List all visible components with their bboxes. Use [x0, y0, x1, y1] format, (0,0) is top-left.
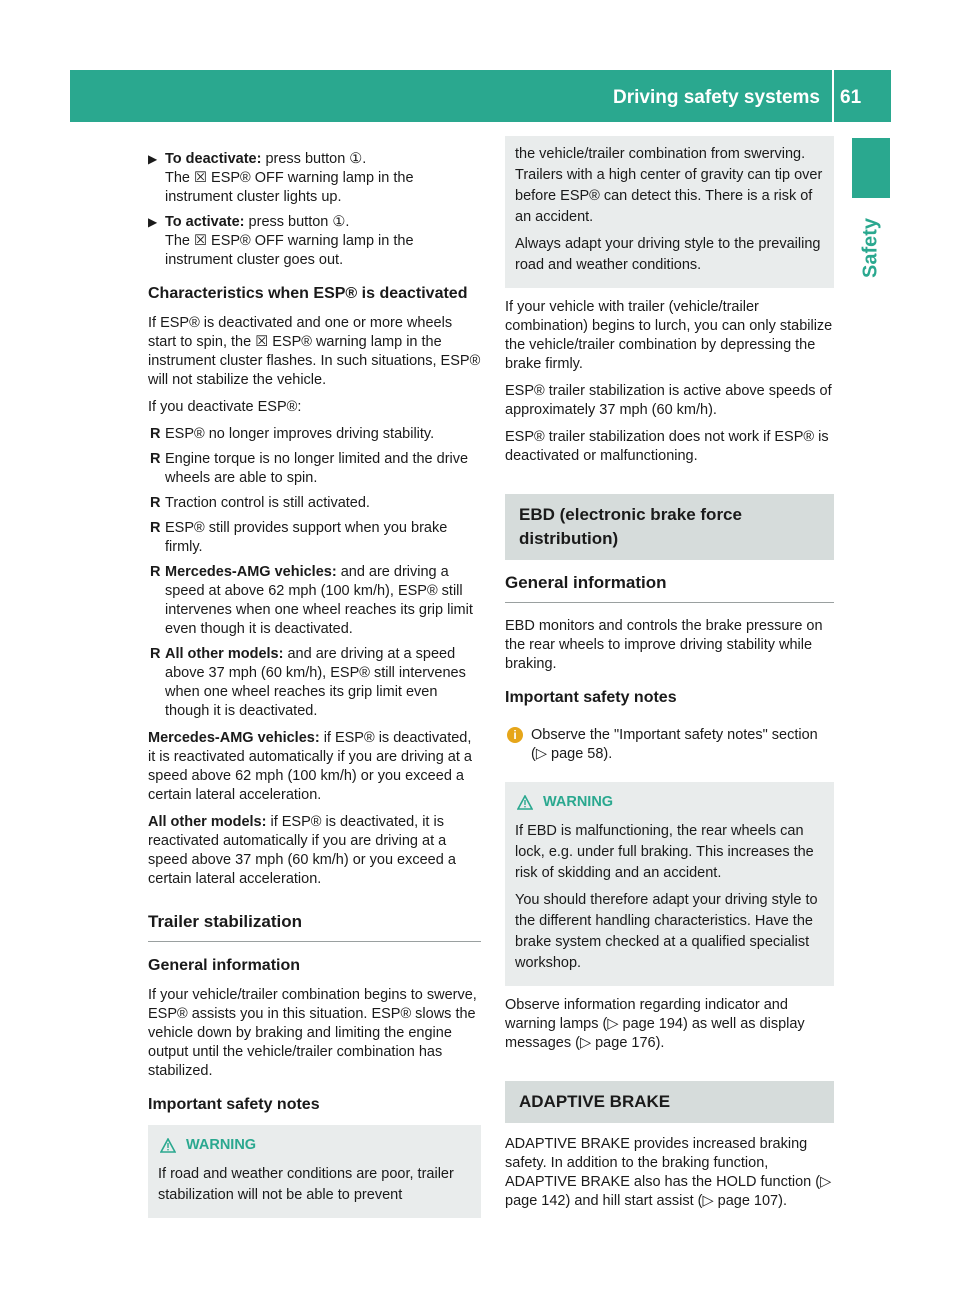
side-tab [852, 138, 890, 198]
info-icon: i [507, 727, 523, 743]
other-models-paragraph: All other models: if ESP® is deactivated, it is reactivated automatically if you are driving at a speed above 37 mph (60 km/h) or you exceed a certain lateral acceleration. [148, 814, 456, 887]
list-item: R Engine torque is no longer limited and the drive wheels are able to spin. [150, 451, 469, 486]
characteristics-heading: Characteristics when ESP® is deactivated [148, 285, 468, 302]
right-column [505, 146, 834, 1219]
ebd-general-paragraph: EBD monitors and controls the brake pressure on the rear wheels to improve driving stability while braking. [505, 618, 823, 672]
arrow-right-icon: ▶ [148, 215, 158, 229]
bullet-icon: R [150, 426, 161, 442]
left-column [148, 150, 481, 1228]
consequence-list [148, 425, 481, 721]
step-activate: ▶ To activate: press button ①. The ☒ ESP® OFF warning lamp in the instrument cluster goes out. [148, 214, 414, 268]
lurch-paragraph: If your vehicle with trailer (vehicle/trailer combination) begins to lurch, you can only stabilize the vehicle/trailer combination by depressing the brake firmly. [505, 299, 833, 372]
warning-triangle-icon [160, 1138, 176, 1153]
list-item: R Traction control is still activated. [150, 495, 370, 511]
list-item: R ESP® still provides support when you brake firmly. [150, 520, 448, 555]
warning-label: WARNING [543, 794, 614, 810]
info-text: Observe the "Important safety notes" section (▷ page 58). [531, 727, 818, 762]
page-title: Driving safety systems [613, 87, 820, 108]
adaptive-brake-heading: ADAPTIVE BRAKE [505, 1081, 834, 1123]
warning-triangle-icon [517, 795, 533, 810]
bullet-icon: R [150, 495, 161, 511]
warning-box-continued [505, 136, 834, 288]
trailer-heading: Trailer stabilization [148, 911, 481, 942]
general-info-heading: General information [148, 957, 301, 974]
warning-box [148, 1125, 481, 1218]
warning-text: If road and weather conditions are poor, trailer stabilization will not be able to prevent [158, 1166, 454, 1203]
characteristics-paragraph: If ESP® is deactivated and one or more wheels start to spin, the ☒ ESP® warning lamp in the instrument cluster flashes. In such situations, ESP® will not stabilize the vehicle. [148, 315, 481, 388]
header-separator [832, 70, 834, 122]
list-item: R All other models: and are driving at a speed above 37 mph (60 km/h), ESP® still intervenes when one wheel reaches its grip limit even though it is deactivated. [150, 646, 466, 719]
ebd-section-heading: EBD (electronic brake force distribution) [505, 494, 834, 560]
ebd-warning-box [505, 782, 834, 986]
side-tab-label: Safety [859, 217, 882, 279]
ebd-safety-heading: Important safety notes [505, 689, 677, 706]
step-deactivate: ▶ To deactivate: press button ①. The ☒ ESP® OFF warning lamp in the instrument cluster lights up. [148, 151, 414, 205]
warning-text: the vehicle/trailer combination from swerving. Trailers with a high center of gravity can tip over before ESP® can detect this. There is a risk of an accident. [515, 146, 823, 225]
observe-paragraph: Observe information regarding indicator and warning lamps (▷ page 194) as well as display messages (▷ page 176). [505, 997, 805, 1051]
warning-text: If EBD is malfunctioning, the rear wheels can lock, e.g. under full braking. This increases the risk of skidding and an accident. [515, 823, 814, 881]
page-number: 61 [840, 87, 862, 108]
bullet-icon: R [150, 451, 161, 467]
ebd-general-heading: General information [505, 572, 834, 603]
warning-label: WARNING [186, 1137, 257, 1153]
adaptive-brake-paragraph: ADAPTIVE BRAKE provides increased braking safety. In addition to the braking function, ADAPTIVE BRAKE also has the HOLD function (▷ page 142) and hill start assist (▷ page 107). [505, 1136, 832, 1209]
warning-text: You should therefore adapt your driving style to the different handling characteristics. Have the brake system checked at a qualified specialist workshop. [515, 892, 818, 971]
warning-text: Always adapt your driving style to the prevailing road and weather conditions. [515, 236, 821, 273]
amg-paragraph: Mercedes-AMG vehicles: if ESP® is deactivated, it is reactivated automatically if you are driving at a speed above 62 mph (100 km/h) or you exceed a certain lateral acceleration. [148, 730, 472, 803]
info-note [505, 726, 834, 764]
bullet-icon: R [150, 564, 161, 580]
list-item: R ESP® no longer improves driving stability. [150, 426, 435, 442]
general-info-paragraph: If your vehicle/trailer combination begins to swerve, ESP® assists you in this situation. ESP® slows the vehicle down by braking and limiting the engine output until the vehicle/trailer combination has stabilized. [148, 987, 477, 1079]
speed-paragraph: ESP® trailer stabilization is active above speeds of approximately 37 mph (60 km/h). [505, 383, 832, 418]
malfunction-paragraph: ESP® trailer stabilization does not work if ESP® is deactivated or malfunctioning. [505, 429, 829, 464]
bullet-icon: R [150, 646, 161, 662]
arrow-right-icon: ▶ [148, 152, 158, 166]
bullet-icon: R [150, 520, 161, 536]
list-item: R Mercedes-AMG vehicles: and are driving a speed at above 62 mph (100 km/h), ESP® still intervenes when one wheel reaches its grip limit even though it is deactivated. [150, 564, 473, 637]
deactivate-intro: If you deactivate ESP®: [148, 399, 302, 415]
safety-notes-heading: Important safety notes [148, 1096, 320, 1113]
